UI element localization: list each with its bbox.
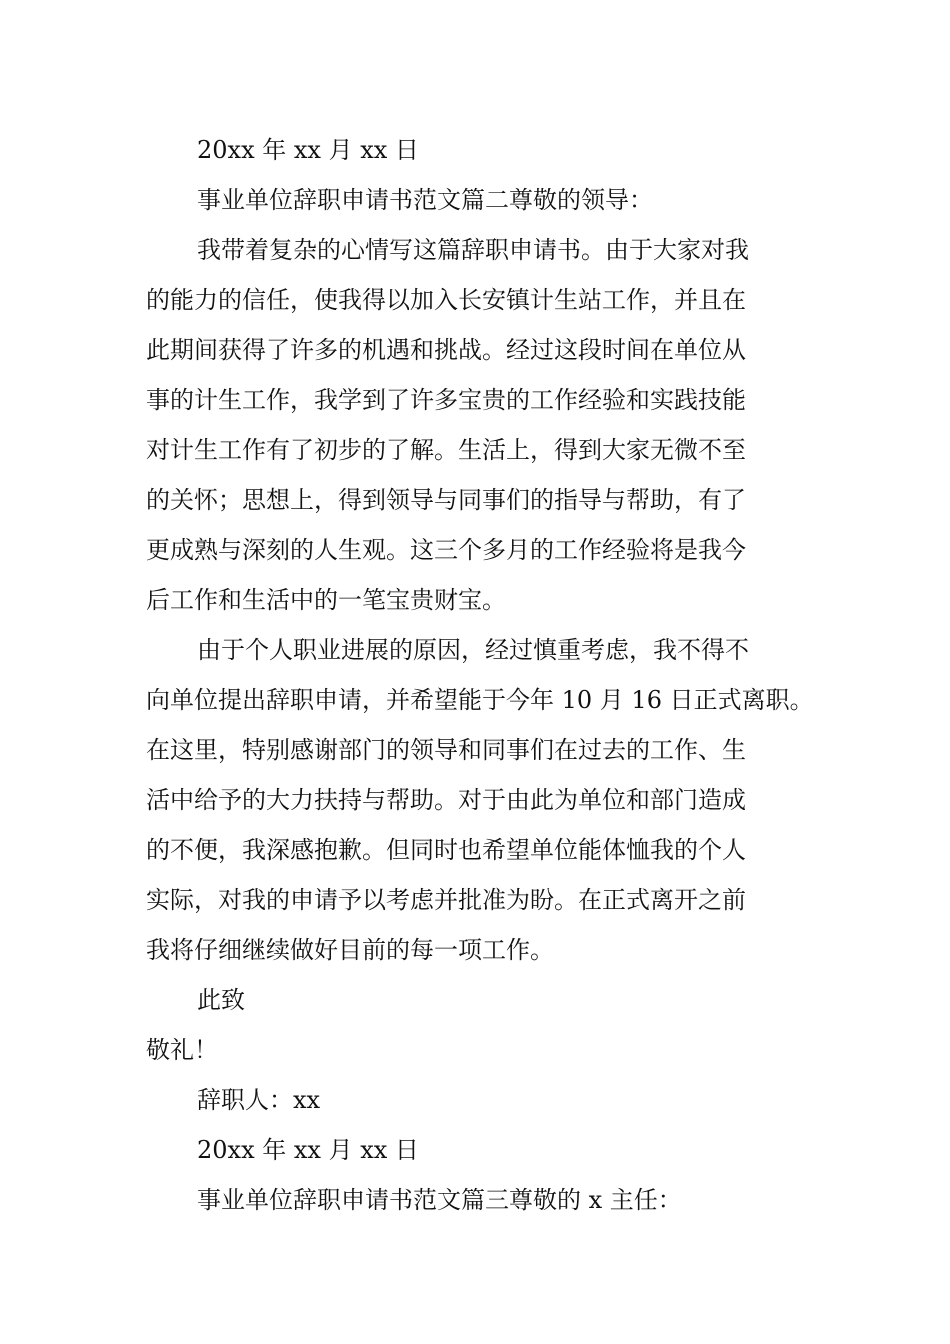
paragraph-line: 此期间获得了许多的机遇和挑战。经过这段时间在单位从 <box>146 336 746 364</box>
closing-line: 此致 <box>197 986 245 1014</box>
paragraph-line: 向单位提出辞职申请，并希望能于今年 10 月 16 日正式离职。 <box>146 686 814 714</box>
paragraph-line: 事的计生工作，我学到了许多宝贵的工作经验和实践技能 <box>146 386 746 414</box>
paragraph-line: 的关怀；思想上，得到领导与同事们的指导与帮助，有了 <box>146 486 746 514</box>
paragraph-line: 更成熟与深刻的人生观。这三个多月的工作经验将是我今 <box>146 536 746 564</box>
paragraph-line: 活中给予的大力扶持与帮助。对于由此为单位和部门造成 <box>146 786 746 814</box>
paragraph-line: 的能力的信任，使我得以加入长安镇计生站工作，并且在 <box>146 286 746 314</box>
paragraph-line: 由于个人职业进展的原因，经过慎重考虑，我不得不 <box>197 636 749 664</box>
section-heading-three: 事业单位辞职申请书范文篇三尊敬的 x 主任： <box>197 1186 682 1214</box>
paragraph-line: 对计生工作有了初步的了解。生活上，得到大家无微不至 <box>146 436 746 464</box>
signature-line: 辞职人：xx <box>197 1086 321 1114</box>
paragraph-line: 在这里，特别感谢部门的领导和同事们在过去的工作、生 <box>146 736 746 764</box>
salutation-line: 敬礼！ <box>146 1036 218 1064</box>
date-line: 20xx 年 xx 月 xx 日 <box>197 1136 419 1164</box>
paragraph-line: 我将仔细继续做好目前的每一项工作。 <box>146 936 554 964</box>
paragraph-line: 的不便，我深感抱歉。但同时也希望单位能体恤我的个人 <box>146 836 746 864</box>
section-heading-two: 事业单位辞职申请书范文篇二尊敬的领导： <box>197 186 653 214</box>
paragraph-line: 实际，对我的申请予以考虑并批准为盼。在正式离开之前 <box>146 886 746 914</box>
date-line: 20xx 年 xx 月 xx 日 <box>197 136 419 164</box>
paragraph-line: 后工作和生活中的一笔宝贵财宝。 <box>146 586 506 614</box>
paragraph-line: 我带着复杂的心情写这篇辞职申请书。由于大家对我 <box>197 236 749 264</box>
